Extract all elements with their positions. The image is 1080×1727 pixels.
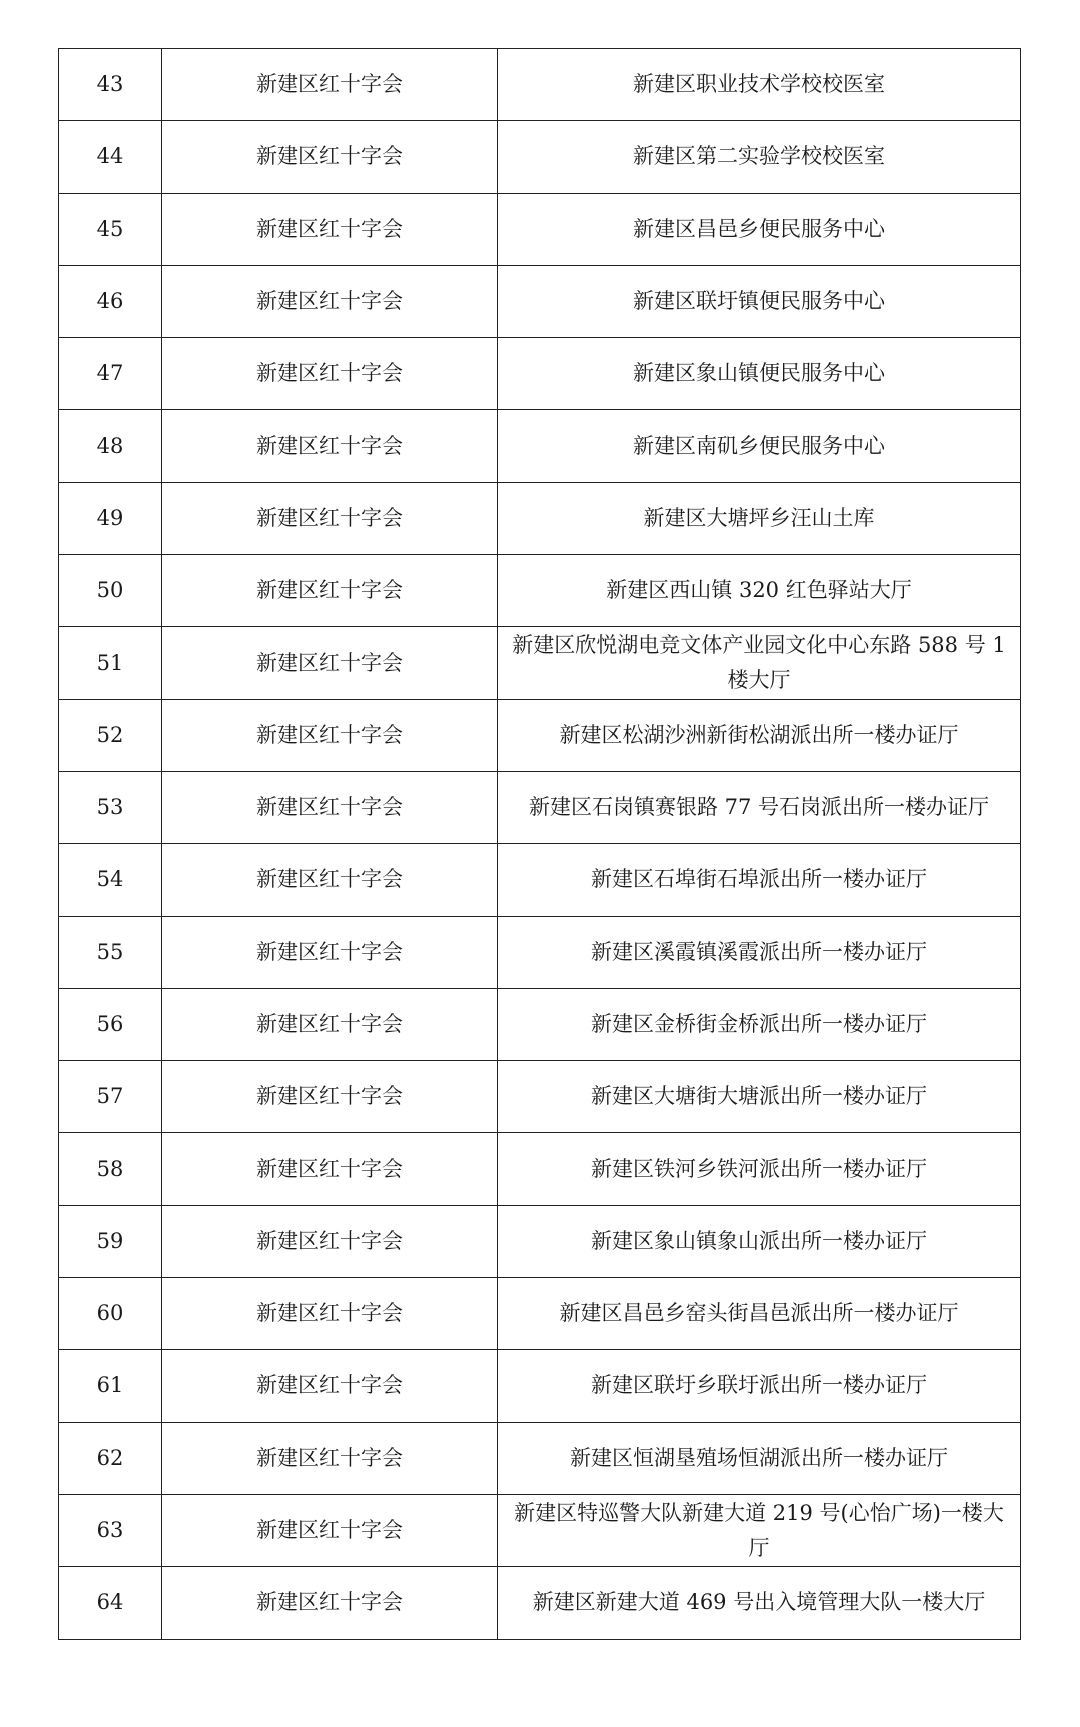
- organization-cell: 新建区红十字会: [162, 1061, 498, 1133]
- location-cell: 新建区恒湖垦殖场恒湖派出所一楼办证厅: [498, 1422, 1021, 1494]
- table-body: [59, 49, 1021, 1640]
- location-cell: 新建区欣悦湖电竞文体产业园文化中心东路 588 号 1 楼大厅: [498, 627, 1021, 699]
- row-number-cell: 45: [59, 193, 162, 265]
- table-row: [59, 627, 1021, 699]
- organization-cell: 新建区红十字会: [162, 844, 498, 916]
- row-number-cell: 57: [59, 1061, 162, 1133]
- table-row: [59, 771, 1021, 843]
- row-number-cell: 54: [59, 844, 162, 916]
- row-number-cell: 53: [59, 771, 162, 843]
- location-cell: 新建区象山镇便民服务中心: [498, 338, 1021, 410]
- location-cell: 新建区象山镇象山派出所一楼办证厅: [498, 1205, 1021, 1277]
- location-cell: 新建区大塘坪乡汪山土库: [498, 482, 1021, 554]
- row-number-cell: 64: [59, 1567, 162, 1639]
- locations-table-container: [58, 48, 1020, 1640]
- row-number-cell: 44: [59, 121, 162, 193]
- table-row: [59, 1350, 1021, 1422]
- table-row: [59, 121, 1021, 193]
- location-cell: 新建区大塘街大塘派出所一楼办证厅: [498, 1061, 1021, 1133]
- row-number-cell: 50: [59, 555, 162, 627]
- row-number-cell: 62: [59, 1422, 162, 1494]
- table-row: [59, 193, 1021, 265]
- organization-cell: 新建区红十字会: [162, 699, 498, 771]
- row-number-cell: 48: [59, 410, 162, 482]
- row-number-cell: 52: [59, 699, 162, 771]
- organization-cell: 新建区红十字会: [162, 1494, 498, 1566]
- organization-cell: 新建区红十字会: [162, 410, 498, 482]
- table-row: [59, 555, 1021, 627]
- organization-cell: 新建区红十字会: [162, 1133, 498, 1205]
- row-number-cell: 63: [59, 1494, 162, 1566]
- organization-cell: 新建区红十字会: [162, 771, 498, 843]
- organization-cell: 新建区红十字会: [162, 482, 498, 554]
- row-number-cell: 51: [59, 627, 162, 699]
- row-number-cell: 56: [59, 988, 162, 1060]
- location-cell: 新建区南矶乡便民服务中心: [498, 410, 1021, 482]
- organization-cell: 新建区红十字会: [162, 121, 498, 193]
- organization-cell: 新建区红十字会: [162, 193, 498, 265]
- table-row: [59, 1205, 1021, 1277]
- row-number-cell: 58: [59, 1133, 162, 1205]
- location-cell: 新建区金桥街金桥派出所一楼办证厅: [498, 988, 1021, 1060]
- organization-cell: 新建区红十字会: [162, 1350, 498, 1422]
- location-cell: 新建区职业技术学校校医室: [498, 49, 1021, 121]
- location-cell: 新建区石岗镇赛银路 77 号石岗派出所一楼办证厅: [498, 771, 1021, 843]
- organization-cell: 新建区红十字会: [162, 265, 498, 337]
- organization-cell: 新建区红十字会: [162, 338, 498, 410]
- organization-cell: 新建区红十字会: [162, 1278, 498, 1350]
- organization-cell: 新建区红十字会: [162, 988, 498, 1060]
- row-number-cell: 61: [59, 1350, 162, 1422]
- table-row: [59, 699, 1021, 771]
- location-cell: 新建区联圩乡联圩派出所一楼办证厅: [498, 1350, 1021, 1422]
- location-cell: 新建区铁河乡铁河派出所一楼办证厅: [498, 1133, 1021, 1205]
- location-cell: 新建区溪霞镇溪霞派出所一楼办证厅: [498, 916, 1021, 988]
- organization-cell: 新建区红十字会: [162, 627, 498, 699]
- table-row: [59, 410, 1021, 482]
- row-number-cell: 46: [59, 265, 162, 337]
- table-row: [59, 916, 1021, 988]
- table-row: [59, 1061, 1021, 1133]
- table-row: [59, 265, 1021, 337]
- location-cell: 新建区联圩镇便民服务中心: [498, 265, 1021, 337]
- organization-cell: 新建区红十字会: [162, 1205, 498, 1277]
- table-row: [59, 1422, 1021, 1494]
- table-row: [59, 482, 1021, 554]
- location-cell: 新建区昌邑乡便民服务中心: [498, 193, 1021, 265]
- location-cell: 新建区石埠街石埠派出所一楼办证厅: [498, 844, 1021, 916]
- location-cell: 新建区特巡警大队新建大道 219 号(心怡广场)一楼大厅: [498, 1494, 1021, 1566]
- organization-cell: 新建区红十字会: [162, 555, 498, 627]
- location-cell: 新建区松湖沙洲新街松湖派出所一楼办证厅: [498, 699, 1021, 771]
- table-row: [59, 844, 1021, 916]
- location-cell: 新建区新建大道 469 号出入境管理大队一楼大厅: [498, 1567, 1021, 1639]
- table-row: [59, 1278, 1021, 1350]
- row-number-cell: 59: [59, 1205, 162, 1277]
- organization-cell: 新建区红十字会: [162, 1422, 498, 1494]
- row-number-cell: 55: [59, 916, 162, 988]
- table-row: [59, 49, 1021, 121]
- table-row: [59, 988, 1021, 1060]
- location-cell: 新建区昌邑乡窑头街昌邑派出所一楼办证厅: [498, 1278, 1021, 1350]
- table-row: [59, 1494, 1021, 1566]
- organization-cell: 新建区红十字会: [162, 49, 498, 121]
- row-number-cell: 47: [59, 338, 162, 410]
- organization-cell: 新建区红十字会: [162, 1567, 498, 1639]
- row-number-cell: 60: [59, 1278, 162, 1350]
- row-number-cell: 49: [59, 482, 162, 554]
- organization-cell: 新建区红十字会: [162, 916, 498, 988]
- locations-table: [58, 48, 1021, 1640]
- table-row: [59, 1567, 1021, 1639]
- table-row: [59, 338, 1021, 410]
- table-row: [59, 1133, 1021, 1205]
- row-number-cell: 43: [59, 49, 162, 121]
- location-cell: 新建区第二实验学校校医室: [498, 121, 1021, 193]
- location-cell: 新建区西山镇 320 红色驿站大厅: [498, 555, 1021, 627]
